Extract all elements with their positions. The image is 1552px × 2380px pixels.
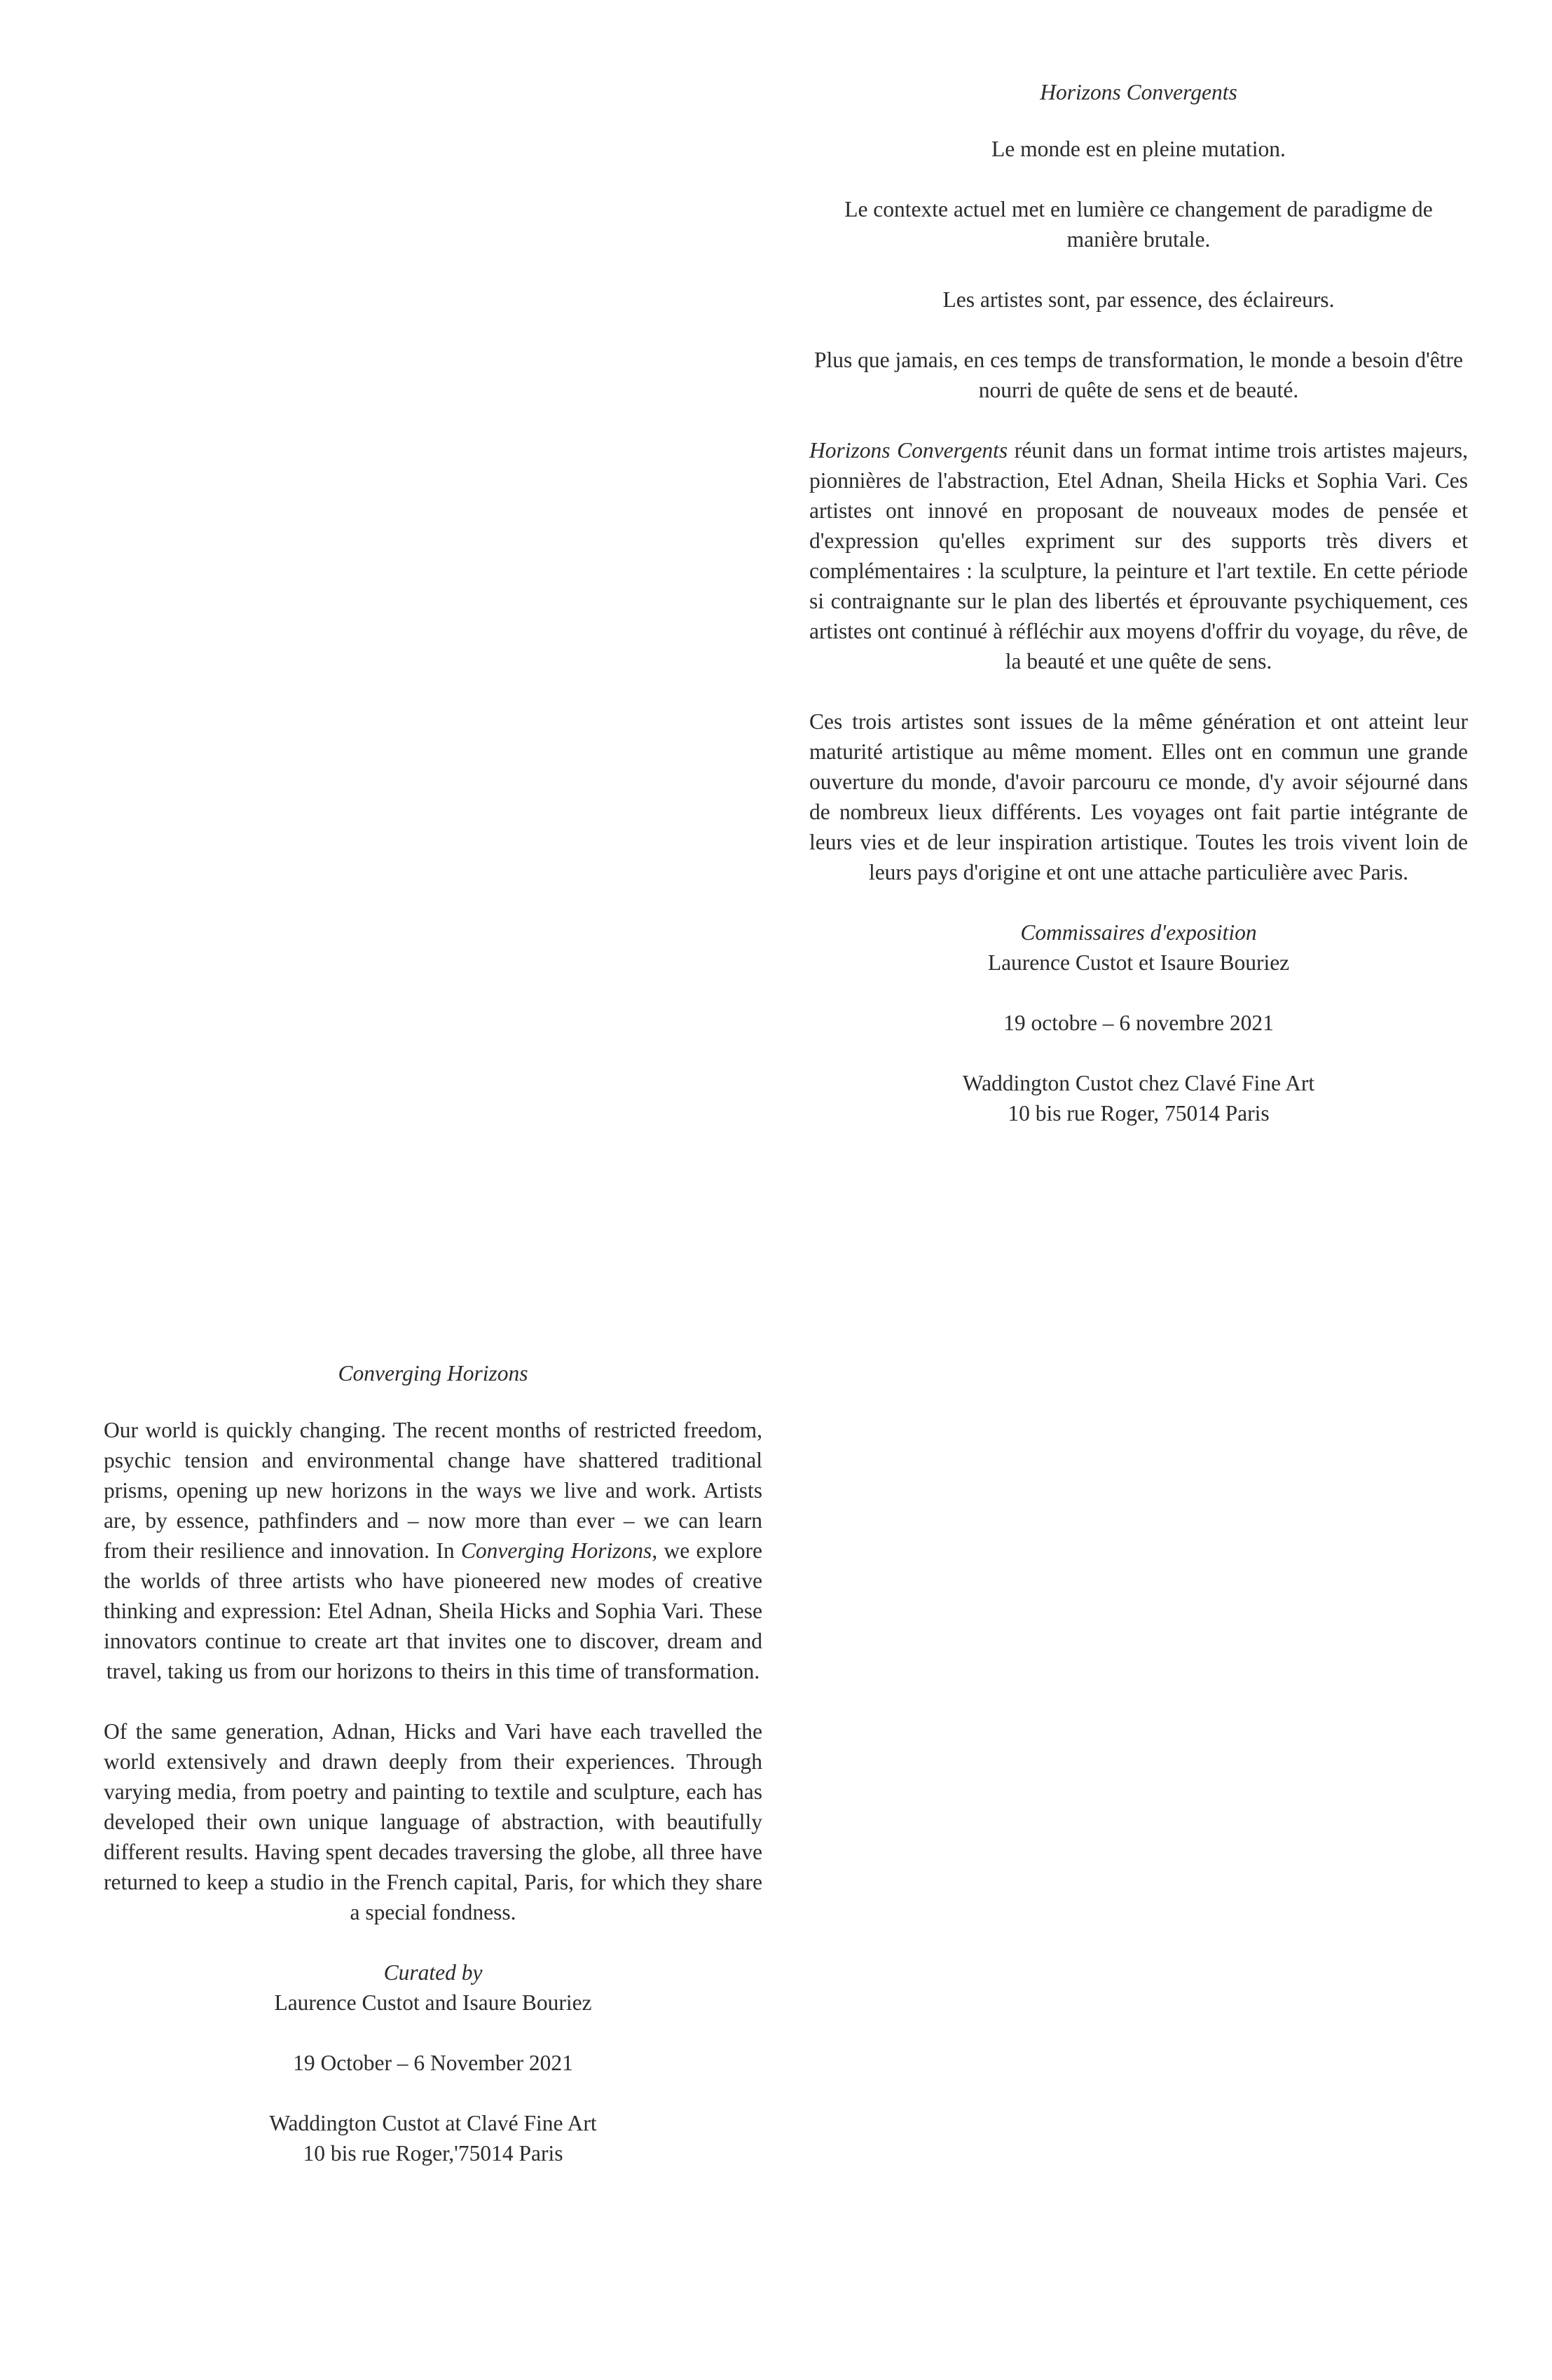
french-paragraph-2: Le contexte actuel met en lumière ce changement de paradigme de manière brutale. [844,197,1433,252]
french-paragraph-4: Plus que jamais, en ces temps de transformation, le monde a besoin d'être nourri de quête de sens et de beauté. [814,348,1463,402]
english-title: Converging Horizons [338,1361,528,1386]
english-venue: Waddington Custot at Clavé Fine Art [269,2111,597,2135]
english-curator-label: Curated by [383,1960,483,1985]
french-dates: 19 octobre – 6 novembre 2021 [1003,1011,1274,1035]
english-paragraph-1-start: Our world is quickly changing. The recent months of restricted freedom, psychic tension and environmental change have shattered traditional prisms, opening up new horizons in the ways we live and work. Artists are, by essence, pathfinders and – now more than ever – we can learn from their resilience and innovation. In [104,1418,762,1563]
french-curator-names: Laurence Custot et Isaure Bouriez [987,950,1290,975]
english-paragraph-2: Of the same generation, Adnan, Hicks and Vari have each travelled the world extensively and drawn deeply from their experiences. Through varying media, from poetry and painting to textile and sculpture, each has developed their own unique language of abstraction, with beautifully different results. Having spent decades traversing the globe, all three have returned to keep a studio in the French capital, Paris, for which they share a special fondness. [104,1719,762,1924]
english-address: 10 bis rue Roger,'75014 Paris [303,2141,563,2166]
french-curator-label: Commissaires d'exposition [1020,920,1257,945]
french-title: Horizons Convergents [1040,80,1237,104]
french-venue: Waddington Custot chez Clavé Fine Art [962,1071,1315,1095]
english-venue-block [104,2108,762,2168]
english-paragraph-1-end: , we explore the worlds of three artists who have pioneered new modes of creative thinking and expression: Etel Adnan, Sheila Hicks and Sophia Vari. These innovators continue to create art that invites one to discover, dream and travel, taking us from our horizons to theirs in this time of transformation. [104,1538,763,1683]
english-curator-names: Laurence Custot and Isaure Bouriez [274,1990,592,2015]
english-paragraph-1-title: Converging Horizons [460,1538,652,1563]
english-curators [104,1957,762,2018]
english-dates: 19 October – 6 November 2021 [293,2051,573,2075]
french-paragraph-3: Les artistes sont, par essence, des éclaireurs. [942,287,1335,312]
french-column [809,77,1468,1128]
english-paragraph-1 [104,1415,762,1686]
french-paragraph-5-text: réunit dans un format intime trois artistes majeurs, pionnières de l'abstraction, Etel Adnan, Sheila Hicks et Sophia Vari. Ces artistes ont innové en proposant de nouveaux modes de pensée et d'expression qu'elles expriment sur des supports très divers et complémentaires : la sculpture, la peinture et l'art textile. En cette période si contraignante sur le plan des libertés et éprouvante psychiquement, ces artistes ont continué à réfléchir aux moyens d'offrir du voyage, du rêve, de la beauté et une quête de sens. [809,438,1468,673]
french-venue-block [809,1068,1468,1128]
french-paragraph-5-title: Horizons Convergents [809,438,1008,463]
french-paragraph-5 [809,435,1468,676]
french-paragraph-6: Ces trois artistes sont issues de la même génération et ont atteint leur maturité artistique au même moment. Elles ont en commun une grande ouverture du monde, d'avoir parcouru ce monde, d'y avoir séjourné dans de nombreux lieux différents. Les voyages ont fait partie intégrante de leurs vies et de leur inspiration artistique. Toutes les trois vivent loin de leurs pays d'origine et ont une attache particulière avec Paris. [809,709,1468,884]
french-paragraph-1: Le monde est en pleine mutation. [991,137,1286,161]
french-curators [809,917,1468,978]
french-address: 10 bis rue Roger, 75014 Paris [1008,1101,1270,1126]
english-column [104,1358,762,2168]
